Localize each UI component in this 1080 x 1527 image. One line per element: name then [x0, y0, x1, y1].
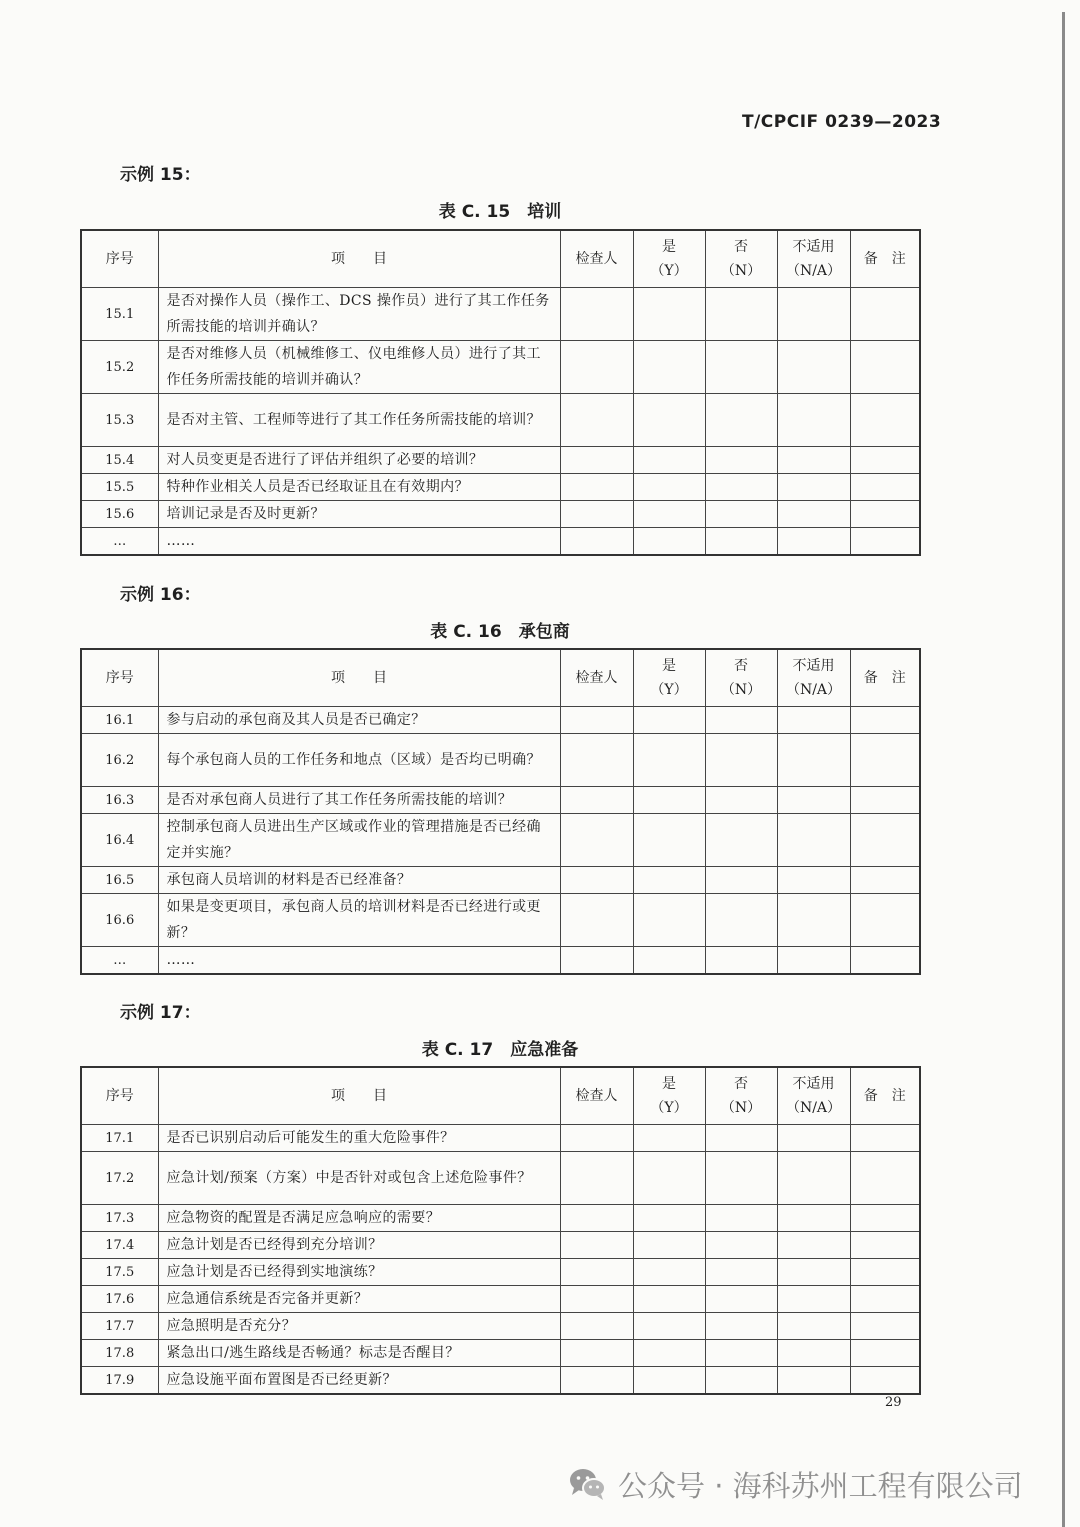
col-yes-cn: 是 [662, 658, 676, 674]
col-no-cn: 否 [734, 658, 748, 674]
no-cell[interactable] [705, 814, 777, 867]
example-16-label: 示例 16： [120, 585, 201, 605]
na-cell[interactable] [777, 447, 850, 474]
row-item-text: 应急通信系统是否完备并更新？ [158, 1286, 560, 1313]
row-item-text: …… [158, 947, 560, 975]
col-inspector-header: 检查人 [560, 230, 633, 288]
inspector-cell[interactable] [560, 1286, 633, 1313]
table-row [81, 894, 920, 947]
no-cell[interactable] [705, 528, 777, 556]
no-cell[interactable] [705, 1232, 777, 1259]
col-remark-header: 备 注 [850, 649, 920, 707]
remark-cell[interactable] [850, 528, 920, 556]
row-item-text: 是否对主管、工程师等进行了其工作任务所需技能的培训？ [158, 394, 560, 447]
table-row [81, 447, 920, 474]
no-cell[interactable] [705, 1205, 777, 1232]
row-number: 17.5 [81, 1259, 158, 1286]
col-na-header [777, 1067, 850, 1125]
inspector-cell[interactable] [560, 947, 633, 975]
no-cell[interactable] [705, 1367, 777, 1395]
row-item-text: 是否对操作人员（操作工、DCS 操作员）进行了其工作任务所需技能的培训并确认？ [158, 288, 560, 341]
row-item-text: …… [158, 528, 560, 556]
no-cell[interactable] [705, 1125, 777, 1152]
no-cell[interactable] [705, 341, 777, 394]
col-no-en: （N） [720, 1100, 762, 1116]
table-row [81, 1259, 920, 1286]
inspector-cell[interactable] [560, 707, 633, 734]
remark-cell[interactable] [850, 1340, 920, 1367]
col-no-answer-header [705, 649, 777, 707]
row-item-text: 每个承包商人员的工作任务和地点（区域）是否均已明确？ [158, 734, 560, 787]
table-header-row [81, 1067, 920, 1125]
yes-cell[interactable] [633, 447, 705, 474]
col-yes-en: （Y） [650, 1100, 688, 1116]
no-cell[interactable] [705, 1286, 777, 1313]
row-item-text: 应急计划是否已经得到实地演练？ [158, 1259, 560, 1286]
col-yes-cn: 是 [662, 239, 676, 255]
row-number: 17.7 [81, 1313, 158, 1340]
row-number: 15.3 [81, 394, 158, 447]
row-item-text: 如果是变更项目，承包商人员的培训材料是否已经进行或更新？ [158, 894, 560, 947]
col-na-cn: 不适用 [792, 239, 835, 255]
table-row [81, 867, 920, 894]
inspector-cell[interactable] [560, 734, 633, 787]
col-yes-cn: 是 [662, 1076, 676, 1092]
yes-cell[interactable] [633, 734, 705, 787]
remark-cell[interactable] [850, 707, 920, 734]
row-number: 15.2 [81, 341, 158, 394]
remark-cell[interactable] [850, 341, 920, 394]
table-row [81, 288, 920, 341]
row-item-text: 是否对承包商人员进行了其工作任务所需技能的培训？ [158, 787, 560, 814]
na-cell[interactable] [777, 867, 850, 894]
table-c16-title: 表 C. 16 承包商 [430, 622, 570, 642]
remark-cell[interactable] [850, 1259, 920, 1286]
yes-cell[interactable] [633, 1286, 705, 1313]
no-cell[interactable] [705, 894, 777, 947]
col-no-header: 序号 [81, 1067, 158, 1125]
row-item-text: 是否已识别启动后可能发生的重大危险事件？ [158, 1125, 560, 1152]
no-cell[interactable] [705, 734, 777, 787]
table-c15 [80, 229, 921, 556]
na-cell[interactable] [777, 1232, 850, 1259]
col-no-answer-header [705, 1067, 777, 1125]
remark-cell[interactable] [850, 947, 920, 975]
yes-cell[interactable] [633, 1367, 705, 1395]
yes-cell[interactable] [633, 288, 705, 341]
table-row [81, 501, 920, 528]
no-cell[interactable] [705, 707, 777, 734]
table-row [81, 1313, 920, 1340]
inspector-cell[interactable] [560, 1313, 633, 1340]
table-row [81, 814, 920, 867]
row-item-text: 应急计划/预案（方案）中是否针对或包含上述危险事件？ [158, 1152, 560, 1205]
no-cell[interactable] [705, 1340, 777, 1367]
col-no-cn: 否 [734, 1076, 748, 1092]
no-cell[interactable] [705, 1152, 777, 1205]
row-number: 16.3 [81, 787, 158, 814]
na-cell[interactable] [777, 288, 850, 341]
table-header-row [81, 230, 920, 288]
col-na-header [777, 230, 850, 288]
col-yes-header [633, 230, 705, 288]
row-number: … [81, 528, 158, 556]
row-item-text: 应急照明是否充分？ [158, 1313, 560, 1340]
col-item-header: 项 目 [158, 230, 560, 288]
yes-cell[interactable] [633, 528, 705, 556]
na-cell[interactable] [777, 474, 850, 501]
na-cell[interactable] [777, 1152, 850, 1205]
remark-cell[interactable] [850, 1232, 920, 1259]
col-no-header: 序号 [81, 649, 158, 707]
row-item-text: 特种作业相关人员是否已经取证且在有效期内？ [158, 474, 560, 501]
example-17-label: 示例 17： [120, 1003, 201, 1023]
table-row [81, 528, 920, 556]
yes-cell[interactable] [633, 867, 705, 894]
row-number: … [81, 947, 158, 975]
row-item-text: 参与启动的承包商及其人员是否已确定？ [158, 707, 560, 734]
example-15-label: 示例 15： [120, 165, 201, 185]
table-row [81, 1205, 920, 1232]
col-yes-header [633, 1067, 705, 1125]
na-cell[interactable] [777, 1205, 850, 1232]
col-no-header: 序号 [81, 230, 158, 288]
col-no-en: （N） [720, 682, 762, 698]
remark-cell[interactable] [850, 474, 920, 501]
table-row [81, 1125, 920, 1152]
row-number: 17.8 [81, 1340, 158, 1367]
yes-cell[interactable] [633, 947, 705, 975]
table-row [81, 1367, 920, 1395]
watermark-text: 公众号 · 海科苏州工程有限公司 [618, 1468, 1023, 1503]
col-remark-header: 备 注 [850, 1067, 920, 1125]
row-number: 16.4 [81, 814, 158, 867]
remark-cell[interactable] [850, 787, 920, 814]
na-cell[interactable] [777, 528, 850, 556]
col-na-header [777, 649, 850, 707]
table-row [81, 1286, 920, 1313]
no-cell[interactable] [705, 787, 777, 814]
table-row [81, 787, 920, 814]
na-cell[interactable] [777, 787, 850, 814]
table-row [81, 947, 920, 975]
no-cell[interactable] [705, 447, 777, 474]
inspector-cell[interactable] [560, 1259, 633, 1286]
inspector-cell[interactable] [560, 1152, 633, 1205]
no-cell[interactable] [705, 867, 777, 894]
remark-cell[interactable] [850, 501, 920, 528]
table-row [81, 1340, 920, 1367]
col-no-answer-header [705, 230, 777, 288]
no-cell[interactable] [705, 474, 777, 501]
yes-cell[interactable] [633, 707, 705, 734]
col-inspector-header: 检查人 [560, 1067, 633, 1125]
remark-cell[interactable] [850, 867, 920, 894]
table-row [81, 1232, 920, 1259]
col-item-header: 项 目 [158, 1067, 560, 1125]
row-number: 17.2 [81, 1152, 158, 1205]
page-edge-line [1062, 12, 1065, 1527]
yes-cell[interactable] [633, 394, 705, 447]
inspector-cell[interactable] [560, 474, 633, 501]
wechat-icon [568, 1466, 608, 1502]
no-cell[interactable] [705, 947, 777, 975]
col-na-cn: 不适用 [792, 1076, 835, 1092]
yes-cell[interactable] [633, 1152, 705, 1205]
na-cell[interactable] [777, 394, 850, 447]
row-item-text: 应急计划是否已经得到充分培训？ [158, 1232, 560, 1259]
na-cell[interactable] [777, 707, 850, 734]
row-number: 15.4 [81, 447, 158, 474]
na-cell[interactable] [777, 1259, 850, 1286]
yes-cell[interactable] [633, 814, 705, 867]
row-number: 17.9 [81, 1367, 158, 1395]
yes-cell[interactable] [633, 1125, 705, 1152]
remark-cell[interactable] [850, 288, 920, 341]
col-na-en: （N/A） [785, 682, 842, 698]
yes-cell[interactable] [633, 787, 705, 814]
no-cell[interactable] [705, 288, 777, 341]
col-yes-en: （Y） [650, 682, 688, 698]
no-cell[interactable] [705, 501, 777, 528]
na-cell[interactable] [777, 814, 850, 867]
inspector-cell[interactable] [560, 1205, 633, 1232]
no-cell[interactable] [705, 1313, 777, 1340]
inspector-cell[interactable] [560, 394, 633, 447]
page-number: 29 [885, 1395, 902, 1410]
na-cell[interactable] [777, 341, 850, 394]
row-number: 16.2 [81, 734, 158, 787]
col-no-cn: 否 [734, 239, 748, 255]
row-number: 17.3 [81, 1205, 158, 1232]
inspector-cell[interactable] [560, 341, 633, 394]
remark-cell[interactable] [850, 1152, 920, 1205]
inspector-cell[interactable] [560, 288, 633, 341]
inspector-cell[interactable] [560, 787, 633, 814]
row-item-text: 应急设施平面布置图是否已经更新？ [158, 1367, 560, 1395]
col-na-cn: 不适用 [792, 658, 835, 674]
row-number: 16.5 [81, 867, 158, 894]
yes-cell[interactable] [633, 1232, 705, 1259]
col-remark-header: 备 注 [850, 230, 920, 288]
col-item-header: 项 目 [158, 649, 560, 707]
inspector-cell[interactable] [560, 1125, 633, 1152]
yes-cell[interactable] [633, 501, 705, 528]
inspector-cell[interactable] [560, 447, 633, 474]
document-code: T/CPCIF 0239—2023 [742, 112, 942, 132]
col-inspector-header: 检查人 [560, 649, 633, 707]
inspector-cell[interactable] [560, 1340, 633, 1367]
inspector-cell[interactable] [560, 1232, 633, 1259]
yes-cell[interactable] [633, 1259, 705, 1286]
yes-cell[interactable] [633, 1205, 705, 1232]
no-cell[interactable] [705, 1259, 777, 1286]
na-cell[interactable] [777, 501, 850, 528]
no-cell[interactable] [705, 394, 777, 447]
row-item-text: 承包商人员培训的材料是否已经准备？ [158, 867, 560, 894]
na-cell[interactable] [777, 894, 850, 947]
remark-cell[interactable] [850, 1125, 920, 1152]
table-row [81, 394, 920, 447]
table-row [81, 707, 920, 734]
inspector-cell[interactable] [560, 894, 633, 947]
inspector-cell[interactable] [560, 528, 633, 556]
row-number: 15.5 [81, 474, 158, 501]
row-number: 17.4 [81, 1232, 158, 1259]
row-item-text: 控制承包商人员进出生产区域或作业的管理措施是否已经确定并实施？ [158, 814, 560, 867]
na-cell[interactable] [777, 1313, 850, 1340]
inspector-cell[interactable] [560, 814, 633, 867]
na-cell[interactable] [777, 1367, 850, 1395]
row-number: 15.6 [81, 501, 158, 528]
yes-cell[interactable] [633, 894, 705, 947]
col-no-en: （N） [720, 263, 762, 279]
col-na-en: （N/A） [785, 1100, 842, 1116]
yes-cell[interactable] [633, 341, 705, 394]
yes-cell[interactable] [633, 1313, 705, 1340]
table-c17 [80, 1066, 921, 1395]
col-yes-en: （Y） [650, 263, 688, 279]
na-cell[interactable] [777, 1340, 850, 1367]
row-item-text: 紧急出口/逃生路线是否畅通？标志是否醒目？ [158, 1340, 560, 1367]
inspector-cell[interactable] [560, 501, 633, 528]
col-na-en: （N/A） [785, 263, 842, 279]
table-c16 [80, 648, 921, 975]
inspector-cell[interactable] [560, 867, 633, 894]
na-cell[interactable] [777, 1286, 850, 1313]
table-row [81, 341, 920, 394]
na-cell[interactable] [777, 734, 850, 787]
inspector-cell[interactable] [560, 1367, 633, 1395]
row-number: 17.6 [81, 1286, 158, 1313]
col-yes-header [633, 649, 705, 707]
table-row [81, 1152, 920, 1205]
yes-cell[interactable] [633, 474, 705, 501]
table-c15-title: 表 C. 15 培训 [438, 202, 562, 222]
yes-cell[interactable] [633, 1340, 705, 1367]
remark-cell[interactable] [850, 447, 920, 474]
remark-cell[interactable] [850, 1286, 920, 1313]
remark-cell[interactable] [850, 1205, 920, 1232]
row-number: 15.1 [81, 288, 158, 341]
row-item-text: 是否对维修人员（机械维修工、仪电维修人员）进行了其工作任务所需技能的培训并确认？ [158, 341, 560, 394]
row-item-text: 对人员变更是否进行了评估并组织了必要的培训？ [158, 447, 560, 474]
watermark [568, 1462, 1048, 1506]
na-cell[interactable] [777, 947, 850, 975]
remark-cell[interactable] [850, 734, 920, 787]
remark-cell[interactable] [850, 1313, 920, 1340]
table-header-row [81, 649, 920, 707]
table-row [81, 734, 920, 787]
row-item-text: 培训记录是否及时更新？ [158, 501, 560, 528]
row-number: 16.1 [81, 707, 158, 734]
row-number: 16.6 [81, 894, 158, 947]
table-row [81, 474, 920, 501]
remark-cell[interactable] [850, 814, 920, 867]
remark-cell[interactable] [850, 894, 920, 947]
na-cell[interactable] [777, 1125, 850, 1152]
row-item-text: 应急物资的配置是否满足应急响应的需要？ [158, 1205, 560, 1232]
remark-cell[interactable] [850, 394, 920, 447]
row-number: 17.1 [81, 1125, 158, 1152]
table-c17-title: 表 C. 17 应急准备 [421, 1040, 579, 1060]
remark-cell[interactable] [850, 1367, 920, 1395]
